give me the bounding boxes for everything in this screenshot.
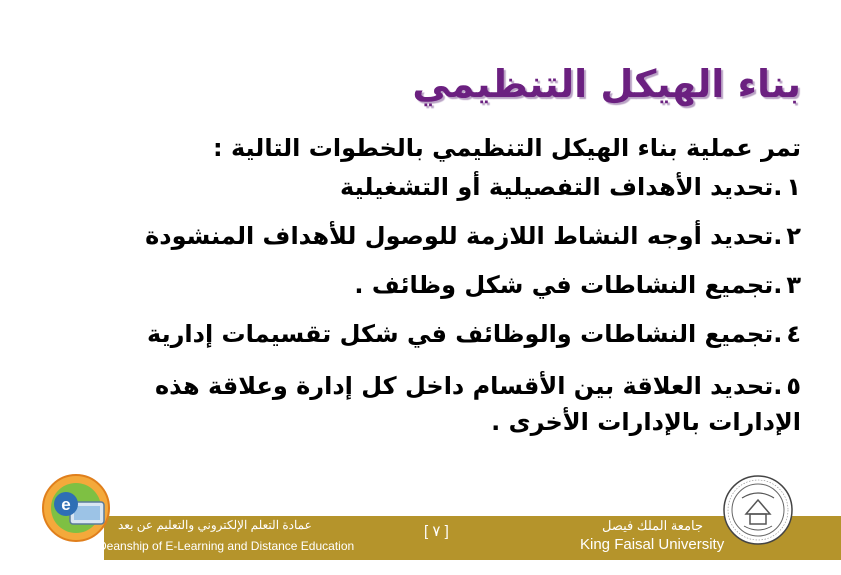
step-number: ٣ [786, 271, 801, 299]
step-number: ٥ [786, 372, 801, 400]
list-item [81, 221, 801, 252]
step-number: ٢ [786, 222, 801, 250]
list-item [81, 368, 801, 440]
list-item [81, 319, 801, 350]
step-number: ٤ [786, 320, 801, 348]
deanship-english-name: Deanship of E-Learning and Distance Education [98, 539, 355, 553]
steps-list [81, 172, 801, 440]
slide-content [81, 130, 801, 458]
deanship-arabic-name: عمادة التعلم الإلكتروني والتعليم عن بعد [118, 518, 312, 532]
step-text: .تحديد الأهداف التفصيلية أو التشغيلية [340, 173, 783, 201]
university-english-name: King Faisal University [580, 536, 725, 553]
list-item [81, 270, 801, 301]
page-number: [ ٧ ] [424, 523, 449, 540]
step-text: .تجميع النشاطات في شكل وظائف . [354, 271, 783, 299]
list-item [81, 172, 801, 203]
step-number: ١ [786, 173, 801, 201]
step-text: .تجميع النشاطات والوظائف في شكل تقسيمات إدارية [147, 320, 783, 348]
step-text: .تحديد العلاقة بين الأقسام داخل كل إدارة وعلاقة هذه الإدارات بالإدارات الأخرى . [154, 372, 801, 436]
svg-text:e: e [61, 495, 71, 514]
step-text: .تحديد أوجه النشاط اللازمة للوصول للأهداف المنشودة [145, 222, 783, 250]
intro-text: تمر عملية بناء الهيكل التنظيمي بالخطوات التالية : [213, 134, 801, 162]
e-learning-logo-icon [40, 472, 112, 544]
kfu-seal-icon [722, 474, 794, 546]
slide-title: بناء الهيكل التنظيمي [412, 62, 801, 106]
university-arabic-name: جامعة الملك فيصل [602, 518, 704, 533]
